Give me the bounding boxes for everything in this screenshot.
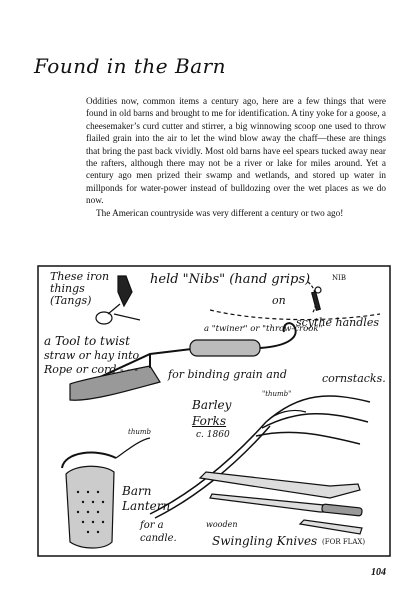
label-binding: for binding grain and <box>168 368 287 381</box>
barn-tools-illustration <box>0 262 416 562</box>
label-tool-to-twist: a Tool to twist <box>44 334 130 348</box>
scythe-handle-drawing <box>210 282 380 320</box>
label-barley: Barley <box>192 398 232 412</box>
label-for-a: for a <box>140 520 164 531</box>
label-rope: Rope or cord - - - <box>44 363 139 376</box>
page-title: Found in the Barn <box>34 54 227 78</box>
label-cornstacks: cornstacks. <box>322 372 386 385</box>
label-on: on <box>272 294 286 307</box>
page-number: 104 <box>371 567 386 578</box>
label-twiner: a "twiner" or "throw-crook" <box>204 324 323 334</box>
label-barn: Barn <box>122 484 152 498</box>
label-thumb-fork: "thumb" <box>262 390 292 398</box>
label-straw: straw or hay into <box>44 349 140 362</box>
label-scythe-handles: scythe handles <box>296 316 379 329</box>
label-lantern: Lantern <box>122 499 171 513</box>
body-text <box>86 95 386 219</box>
label-held-nibs: held "Nibs" (hand grips) <box>150 272 311 287</box>
label-thumb-lantern: thumb <box>128 428 151 436</box>
label-nib: NIB <box>332 274 347 282</box>
label-wooden: wooden <box>206 520 238 529</box>
label-things: things <box>50 282 85 295</box>
iron-tang-drawing <box>96 276 140 324</box>
label-year: c. 1860 <box>196 430 230 440</box>
label-candle: candle. <box>140 533 177 544</box>
paragraph-2: The American countryside was very different a century or two ago! <box>96 207 344 218</box>
label-tangs: (Tangs) <box>50 294 92 307</box>
label-swingling-knives: Swingling Knives <box>212 534 318 548</box>
label-forks: Forks <box>192 414 227 428</box>
label-these-iron: These iron <box>50 270 110 283</box>
paragraph-1: Oddities now, common items a century ago, here are a few things that were found in old barns and brought to me for identification. A tiny yoke for a goose, a cheesemaker’s curd cutter and stirrer, a big winnowing scoop one used to throw flailed grain into the air to let the wind blow away the chaff—these are things that bring the past back vividly. Most old barns have eel spears tucked away near the rafters, although there may not be a river or lake for miles around. Yet a century ago men prized their swamp and wetlands, and stored up water in millponds for water-power instead of bulldozing over the wet places as we do now. <box>86 96 386 206</box>
label-for-flax: (FOR FLAX) <box>322 538 366 546</box>
illustration-drawing <box>0 262 416 562</box>
